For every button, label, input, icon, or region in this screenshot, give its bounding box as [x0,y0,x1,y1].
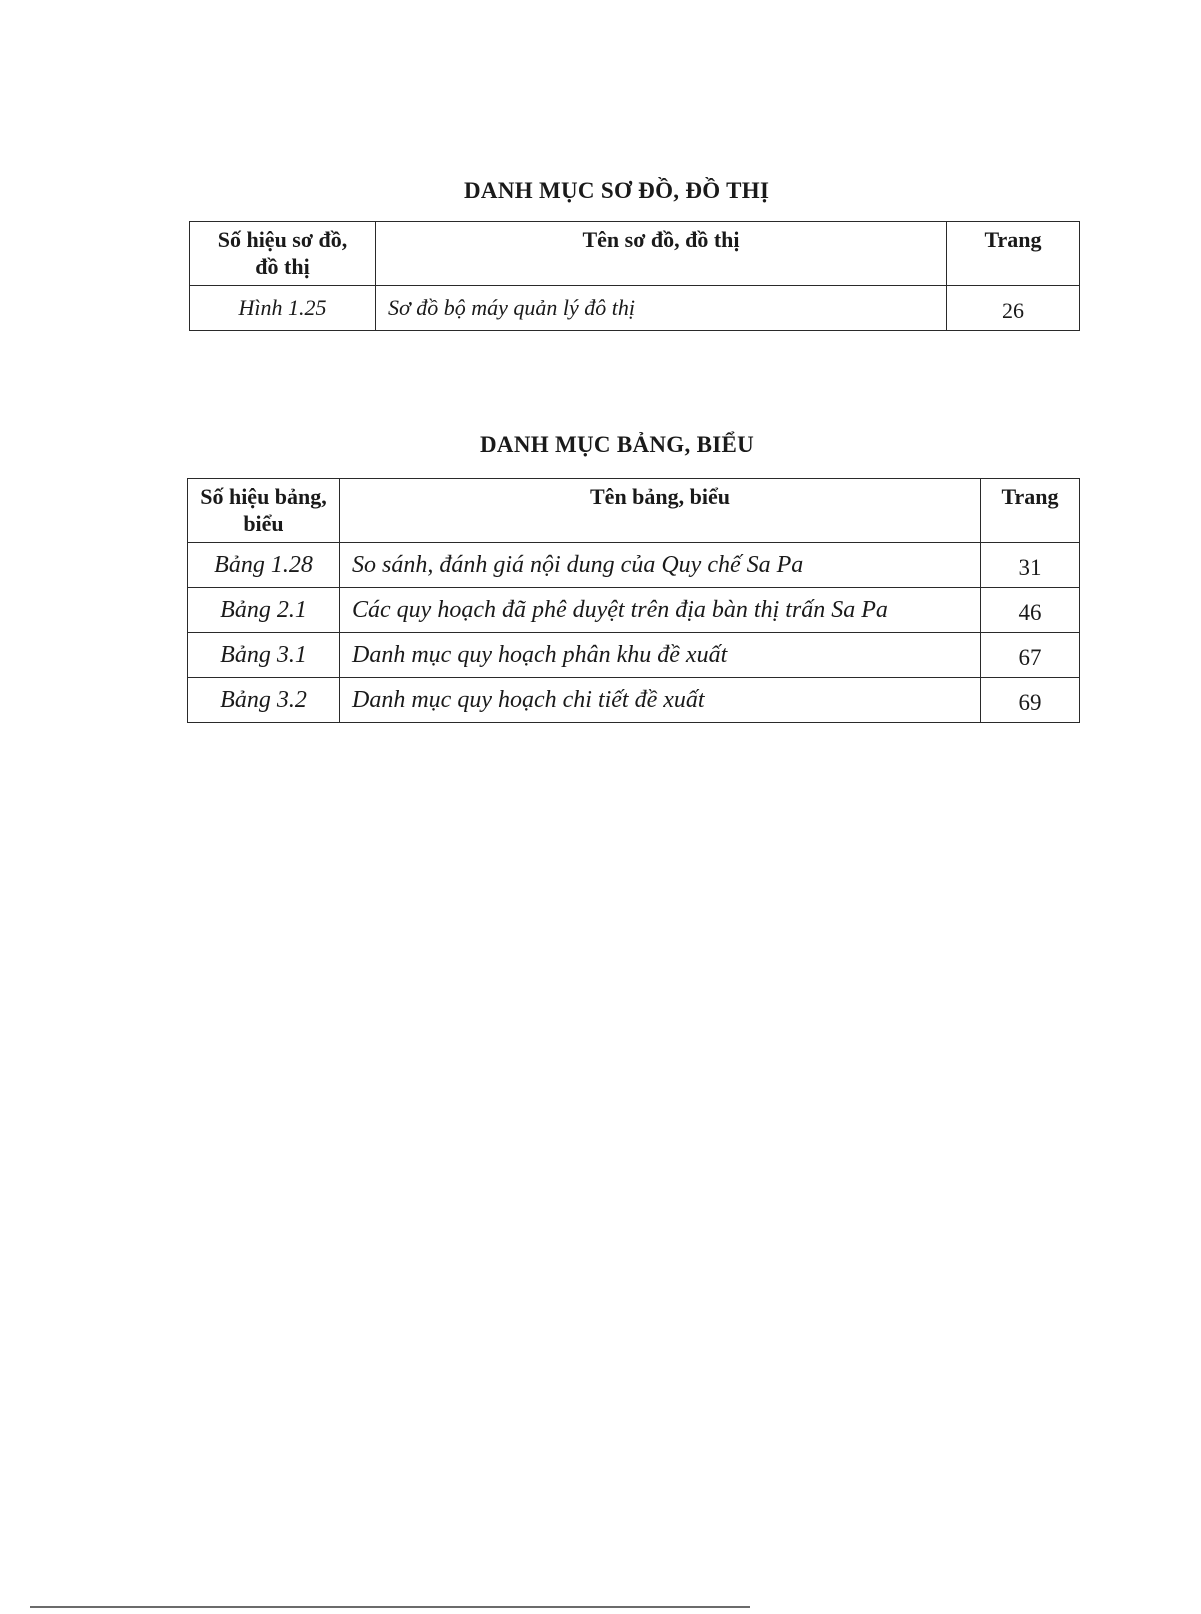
header-name: Tên sơ đồ, đồ thị [376,222,947,286]
row-code: Bảng 1.28 [188,543,340,588]
header-page: Trang [981,479,1080,543]
row-code: Hình 1.25 [190,286,376,331]
header-name: Tên bảng, biểu [340,479,981,543]
table-row [190,286,1080,331]
row-page: 69 [981,678,1080,723]
row-name: So sánh, đánh giá nội dung của Quy chế Sa Pa [340,543,981,588]
row-page: 67 [981,633,1080,678]
header-page: Trang [947,222,1080,286]
row-name: Danh mục quy hoạch phân khu đề xuất [340,633,981,678]
row-name: Sơ đồ bộ máy quản lý đô thị [376,286,947,331]
bottom-rule [30,1606,750,1608]
table-row [188,543,1080,588]
tables-list-title: DANH MỤC BẢNG, BIỂU [480,432,755,457]
row-page: 26 [947,286,1080,331]
row-page: 46 [981,588,1080,633]
table-row [188,633,1080,678]
table-row [188,678,1080,723]
diagrams-list-table [189,221,1080,331]
row-name: Danh mục quy hoạch chi tiết đề xuất [340,678,981,723]
table-header-row [188,479,1080,543]
table-header-row [190,222,1080,286]
header-code: Số hiệu sơ đồ, đồ thị [190,222,376,286]
row-page: 31 [981,543,1080,588]
row-code: Bảng 3.2 [188,678,340,723]
diagrams-list-title: DANH MỤC SƠ ĐỒ, ĐỒ THỊ [464,178,770,203]
header-code: Số hiệu bảng, biểu [188,479,340,543]
table-row [188,588,1080,633]
row-name: Các quy hoạch đã phê duyệt trên địa bàn thị trấn Sa Pa [340,588,981,633]
row-code: Bảng 2.1 [188,588,340,633]
tables-list-table [187,478,1080,723]
row-code: Bảng 3.1 [188,633,340,678]
